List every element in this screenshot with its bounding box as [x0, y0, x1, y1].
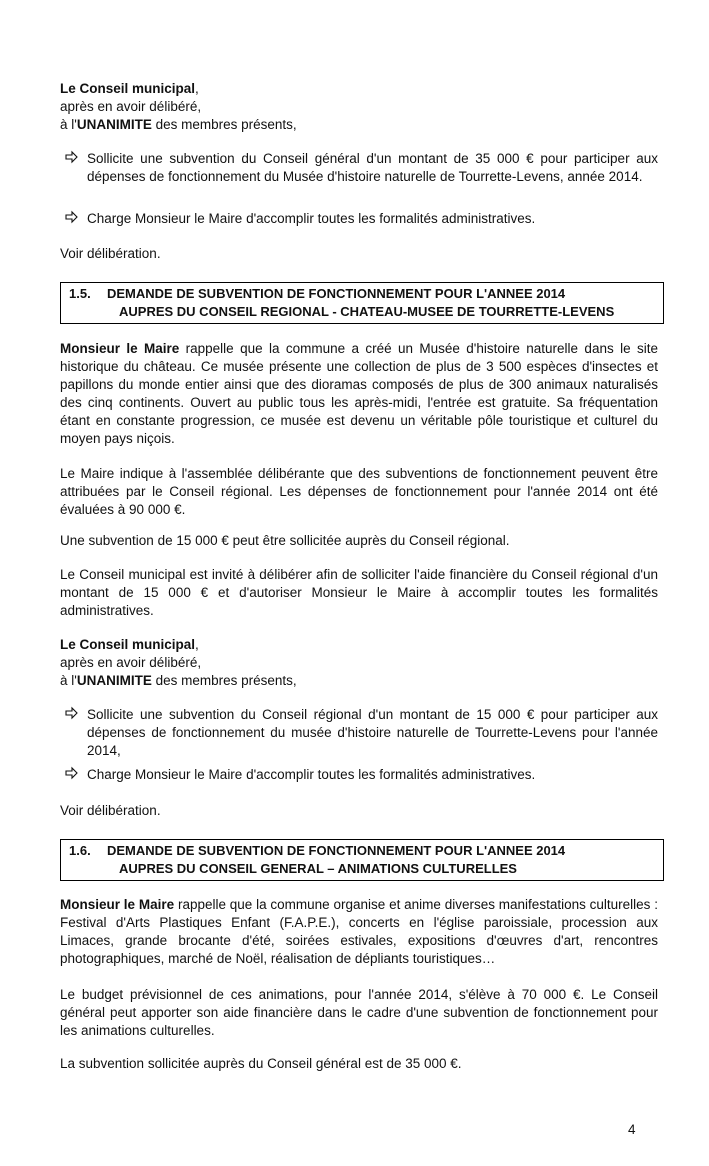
deliberated-line: après en avoir délibéré, [60, 99, 202, 114]
council-heading: Le Conseil municipal, [60, 637, 199, 652]
paragraph: Monsieur le Maire rappelle que la commune a créé un Musée d'histoire naturelle dans le site historique du château. Ce musée présente une collection de plus de 3 500 espèces d'insectes et papillons du monde entier ainsi que des dioramas composés de plus de 300 animaux naturalisés des cinq continents. Ouvert au public tous les après-midi, l'entrée est gratuite. Sa fréquentation étant en constante progression, ce musée est devenu un véritable pôle touristique et culturel du moyen pays niçois. [60, 341, 658, 446]
unanimity-line: à l'UNANIMITE des membres présents, [60, 673, 297, 688]
see-deliberation: Voir délibération. [60, 246, 161, 261]
list-item: Sollicite une subvention du Conseil régional d'un montant de 15 000 € pour participer aux dépenses de fonctionnement du musée d'histoire naturelle de Tourrette-Levens pour l'année 2014, [60, 706, 658, 760]
list-item: Sollicite une subvention du Conseil général d'un montant de 35 000 € pour participer aux dépenses de fonctionnement du Musée d'histoire naturelle de Tourrette-Levens, année 2014. [60, 150, 658, 186]
arrow-bullet-icon [65, 766, 79, 780]
see-deliberation: Voir délibération. [60, 803, 161, 818]
unanimity-line: à l'UNANIMITE des membres présents, [60, 117, 297, 132]
arrow-bullet-icon [65, 706, 79, 720]
paragraph: Monsieur le Maire rappelle que la commune organise et anime diverses manifestations culturelles : Festival d'Arts Plastiques Enfant (F.A.P.E.), concerts en l'église paroissiale, procession aux Limaces, grande brocante d'été, soirées estivales, expositions d'œuvres d'art, rencontres photographiques, marché de Noël, réalisation de dépliants touristiques… [60, 897, 658, 966]
paragraph: Le Conseil municipal est invité à délibérer afin de solliciter l'aide financière du Conseil régional d'un montant de 15 000 € et d'autoriser Monsieur le Maire à accomplir toutes les formalités administratives. [60, 567, 658, 618]
list-item: Charge Monsieur le Maire d'accomplir toutes les formalités administratives. [60, 766, 658, 784]
deliberated-line: après en avoir délibéré, [60, 655, 202, 670]
paragraph: Une subvention de 15 000 € peut être sollicitée auprès du Conseil régional. [60, 533, 510, 548]
list-item: Charge Monsieur le Maire d'accomplir toutes les formalités administratives. [60, 210, 658, 228]
section-heading-1-5: 1.5. DEMANDE DE SUBVENTION DE FONCTIONNEMENT POUR L'ANNEE 2014 AUPRES DU CONSEIL REGIONAL - CHATEAU-MUSEE DE TOURRETTE-LEVENS [60, 282, 664, 324]
paragraph: Le Maire indique à l'assemblée délibérante que des subventions de fonctionnement peuvent être attribuées par le Conseil régional. Les dépenses de fonctionnement pour l'année 2014 ont été évaluées à 90 000 €. [60, 466, 658, 517]
arrow-bullet-icon [65, 210, 79, 224]
arrow-bullet-icon [65, 150, 79, 164]
paragraph: La subvention sollicitée auprès du Conseil général est de 35 000 €. [60, 1056, 462, 1071]
council-heading: Le Conseil municipal, [60, 81, 199, 96]
section-heading-1-6: 1.6. DEMANDE DE SUBVENTION DE FONCTIONNEMENT POUR L'ANNEE 2014 AUPRES DU CONSEIL GENERAL – ANIMATIONS CULTURELLES [60, 839, 664, 881]
page-number: 4 [628, 1122, 636, 1137]
paragraph: Le budget prévisionnel de ces animations, pour l'année 2014, s'élève à 70 000 €. Le Conseil général peut apporter son aide financière dans le cadre d'une subvention de fonctionnement pour les animations culturelles. [60, 987, 658, 1038]
